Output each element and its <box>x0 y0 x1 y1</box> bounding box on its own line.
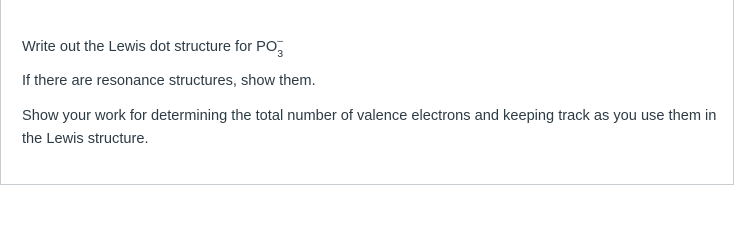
question-line-show-work: Show your work for determining the total number of valence electrons and keeping track as you use them in the Lewis structure. <box>22 108 717 147</box>
superscript-charge: – <box>277 35 284 47</box>
question-line-resonance: If there are resonance structures, show them. <box>22 73 316 89</box>
question-content <box>22 36 722 151</box>
ion-charge-notation <box>277 35 289 60</box>
question-formula <box>22 35 289 60</box>
subscript-count: 3 <box>277 48 284 60</box>
question-line-lewis <box>22 36 722 58</box>
question-text-lewis: Write out the Lewis dot structure for PO <box>22 39 278 55</box>
